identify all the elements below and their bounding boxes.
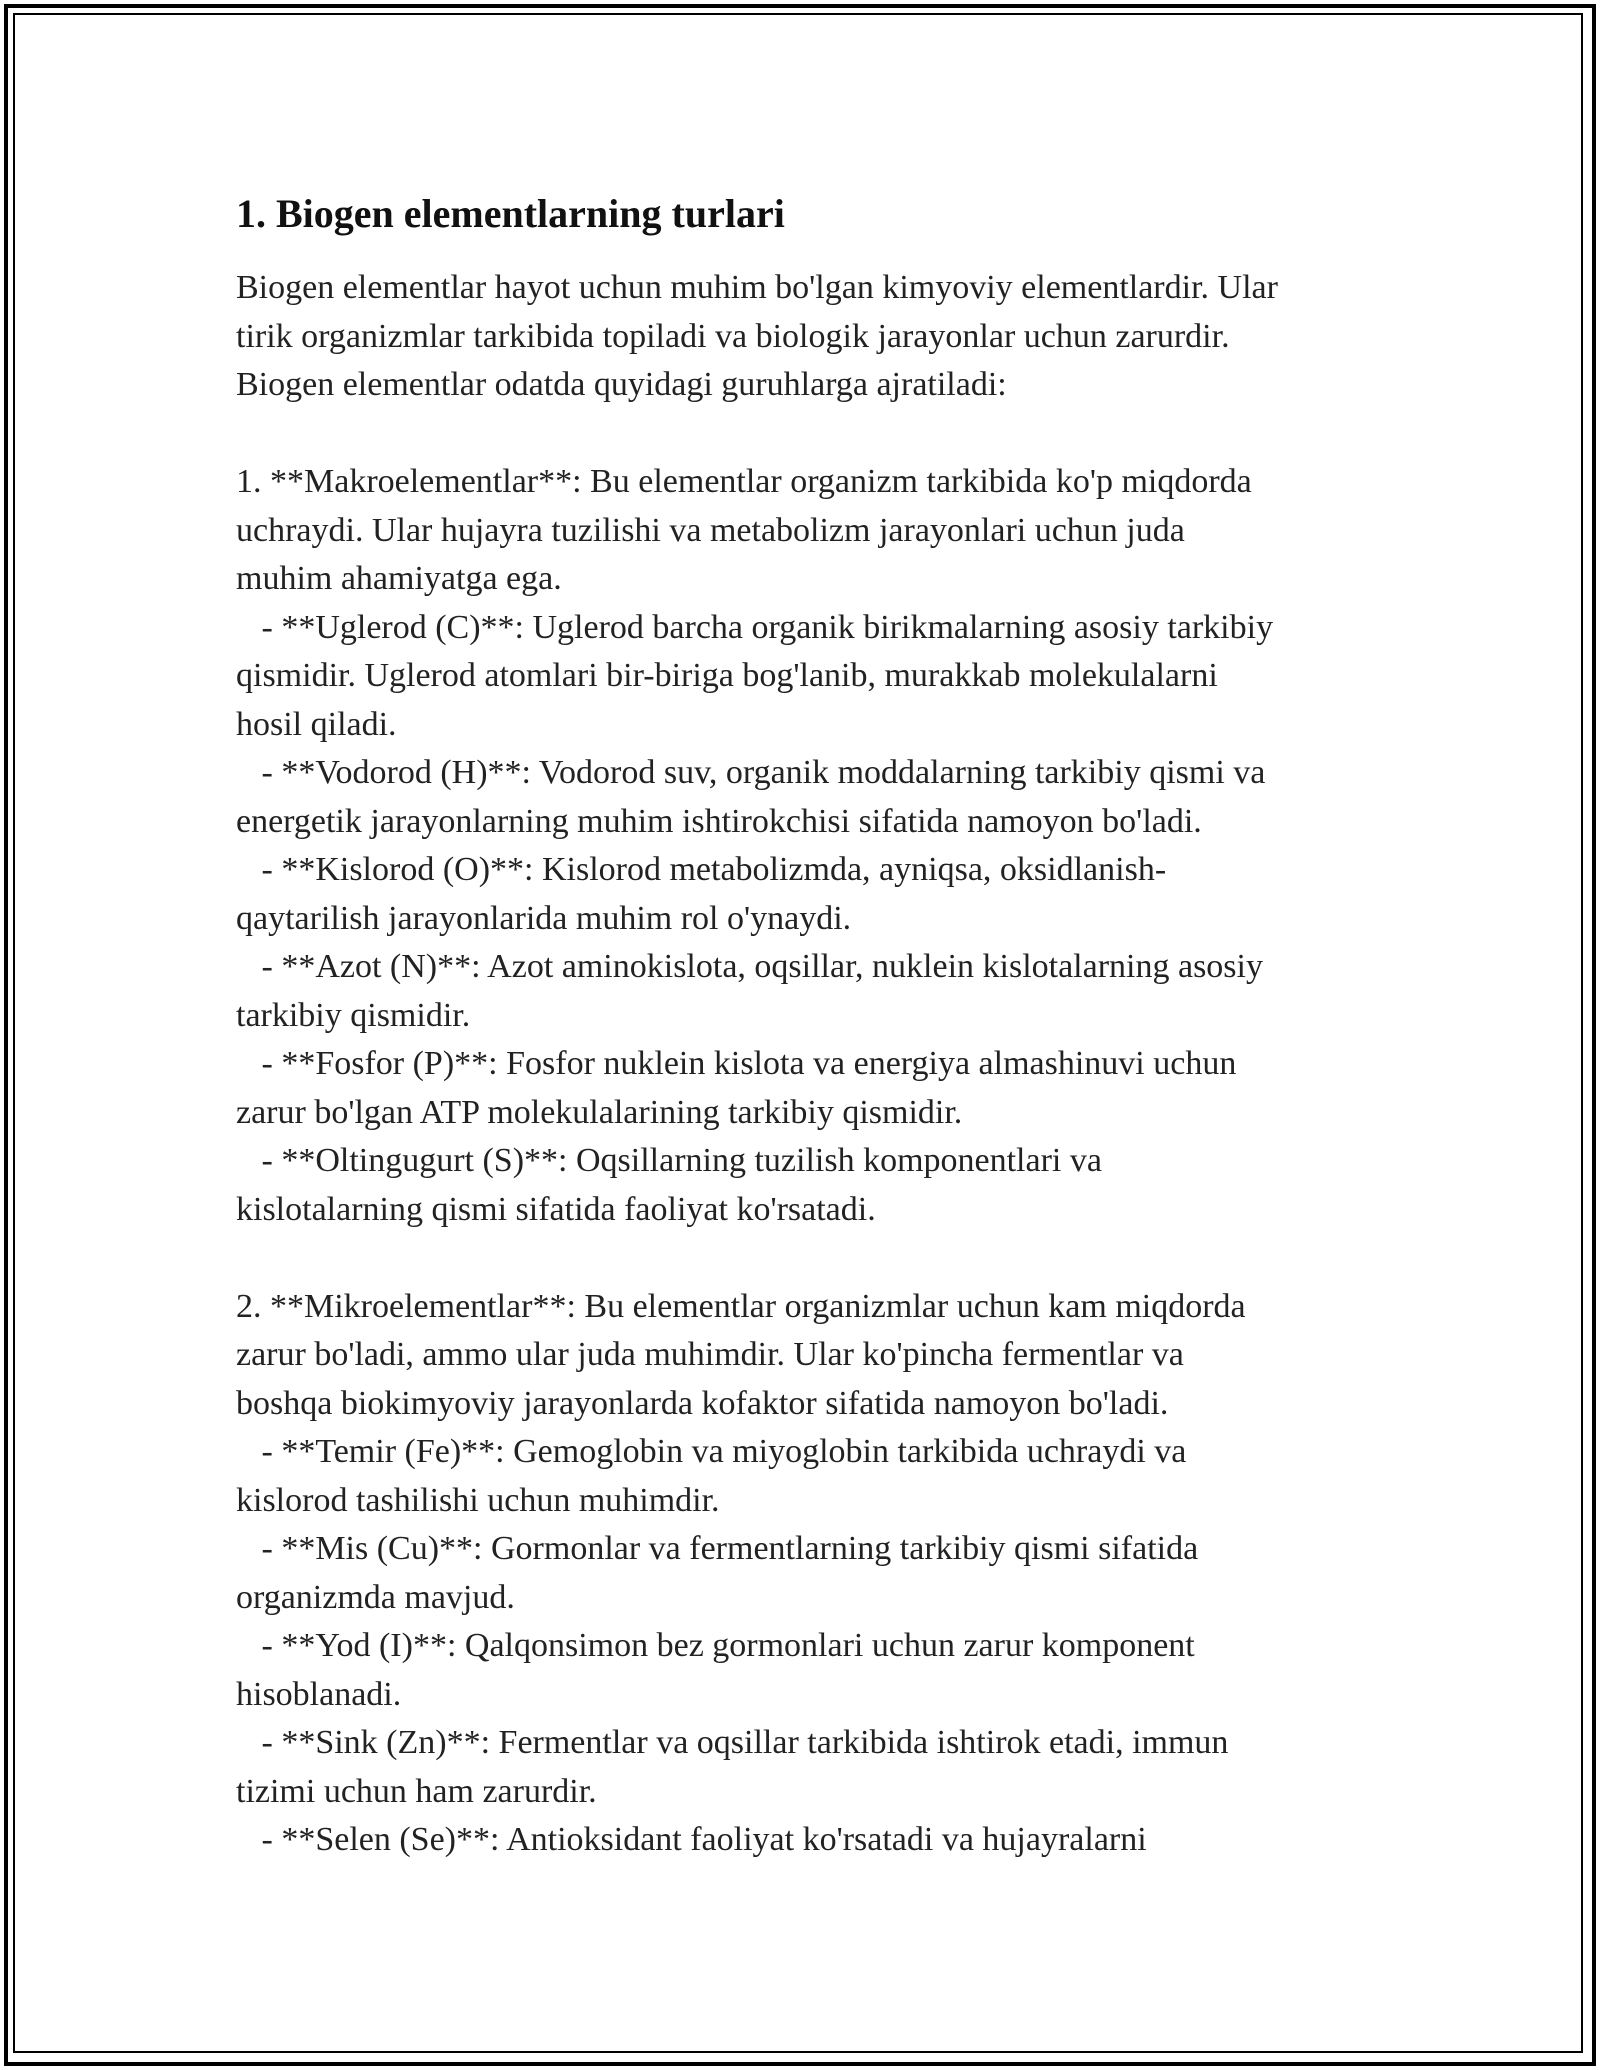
text-line [236,410,1386,459]
text-line: - **Mis (Cu)**: Gormonlar va fermentlarning tarkibiy qismi sifatida [236,1530,1199,1567]
text-line: zarur bo'lgan ATP molekulalarining tarkibiy qismidir. [236,1093,963,1131]
text-line [236,1234,1386,1283]
text-line: Biogen elementlar hayot uchun muhim bo'lgan kimyoviy elementlardir. Ular [236,269,1278,306]
text-line: - **Azot (N)**: Azot aminokislota, oqsillar, nuklein kislotalarning asosiy [236,948,1263,985]
text-line: muhim ahamiyatga ega. [236,560,562,597]
text-line: tirik organizmlar tarkibida topiladi va biologik jarayonlar uchun zarurdir. [236,317,1230,355]
text-line: hosil qiladi. [236,705,397,743]
text-line: zarur bo'ladi, ammo ular juda muhimdir. Ular ko'pincha fermentlar va [236,1336,1184,1373]
text-line: - **Temir (Fe)**: Gemoglobin va miyoglobin tarkibida uchraydi va [236,1433,1187,1470]
text-line: energetik jarayonlarning muhim ishtirokchisi sifatida namoyon bo'ladi. [236,802,1202,840]
text-line: - **Selen (Se)**: Antioksidant faoliyat ko'rsatadi va hujayralarni [236,1821,1147,1858]
text-line: tarkibiy qismidir. [236,996,471,1034]
section-heading: 1. Biogen elementlarning turlari [236,191,785,236]
text-line: - **Yod (I)**: Qalqonsimon bez gormonlari uchun zarur komponent [236,1627,1195,1664]
text-line: - **Oltingugurt (S)**: Oqsillarning tuzilish komponentlari va [236,1142,1102,1179]
text-line: - **Kislorod (O)**: Kislorod metabolizmda, ayniqsa, oksidlanish- [236,851,1167,888]
document-body [236,188,1386,1865]
text-line: - **Vodorod (H)**: Vodorod suv, organik moddalarning tarkibiy qismi va [236,754,1266,791]
text-line: - **Fosfor (P)**: Fosfor nuklein kislota va energiya almashinuvi uchun [236,1045,1237,1082]
text-line: qismidir. Uglerod atomlari bir-biriga bog'lanib, murakkab molekulalarni [236,657,1218,694]
text-line: - **Sink (Zn)**: Fermentlar va oqsillar tarkibida ishtirok etadi, immun [236,1724,1229,1761]
text-line: boshqa biokimyoviy jarayonlarda kofaktor sifatida namoyon bo'ladi. [236,1384,1169,1422]
text-line: 1. **Makroelementlar**: Bu elementlar organizm tarkibida ko'p miqdorda [236,463,1252,500]
text-line: kislorod tashilishi uchun muhimdir. [236,1481,720,1519]
text-line: kislotalarning qismi sifatida faoliyat ko'rsatadi. [236,1190,876,1228]
text-line: hisoblanadi. [236,1675,402,1713]
text-line: 2. **Mikroelementlar**: Bu elementlar organizmlar uchun kam miqdorda [236,1287,1246,1325]
text-line: uchraydi. Ular hujayra tuzilishi va metabolizm jarayonlari uchun juda [236,511,1185,549]
text-line: Biogen elementlar odatda quyidagi guruhlarga ajratiladi: [236,366,1007,403]
text-line: organizmda mavjud. [236,1578,515,1616]
text-line: - **Uglerod (C)**: Uglerod barcha organik birikmalarning asosiy tarkibiy [236,608,1274,646]
paragraph-block [236,264,1386,1865]
text-line: tizimi uchun ham zarurdir. [236,1772,597,1810]
text-line: qaytarilish jarayonlarida muhim rol o'ynaydi. [236,899,852,937]
